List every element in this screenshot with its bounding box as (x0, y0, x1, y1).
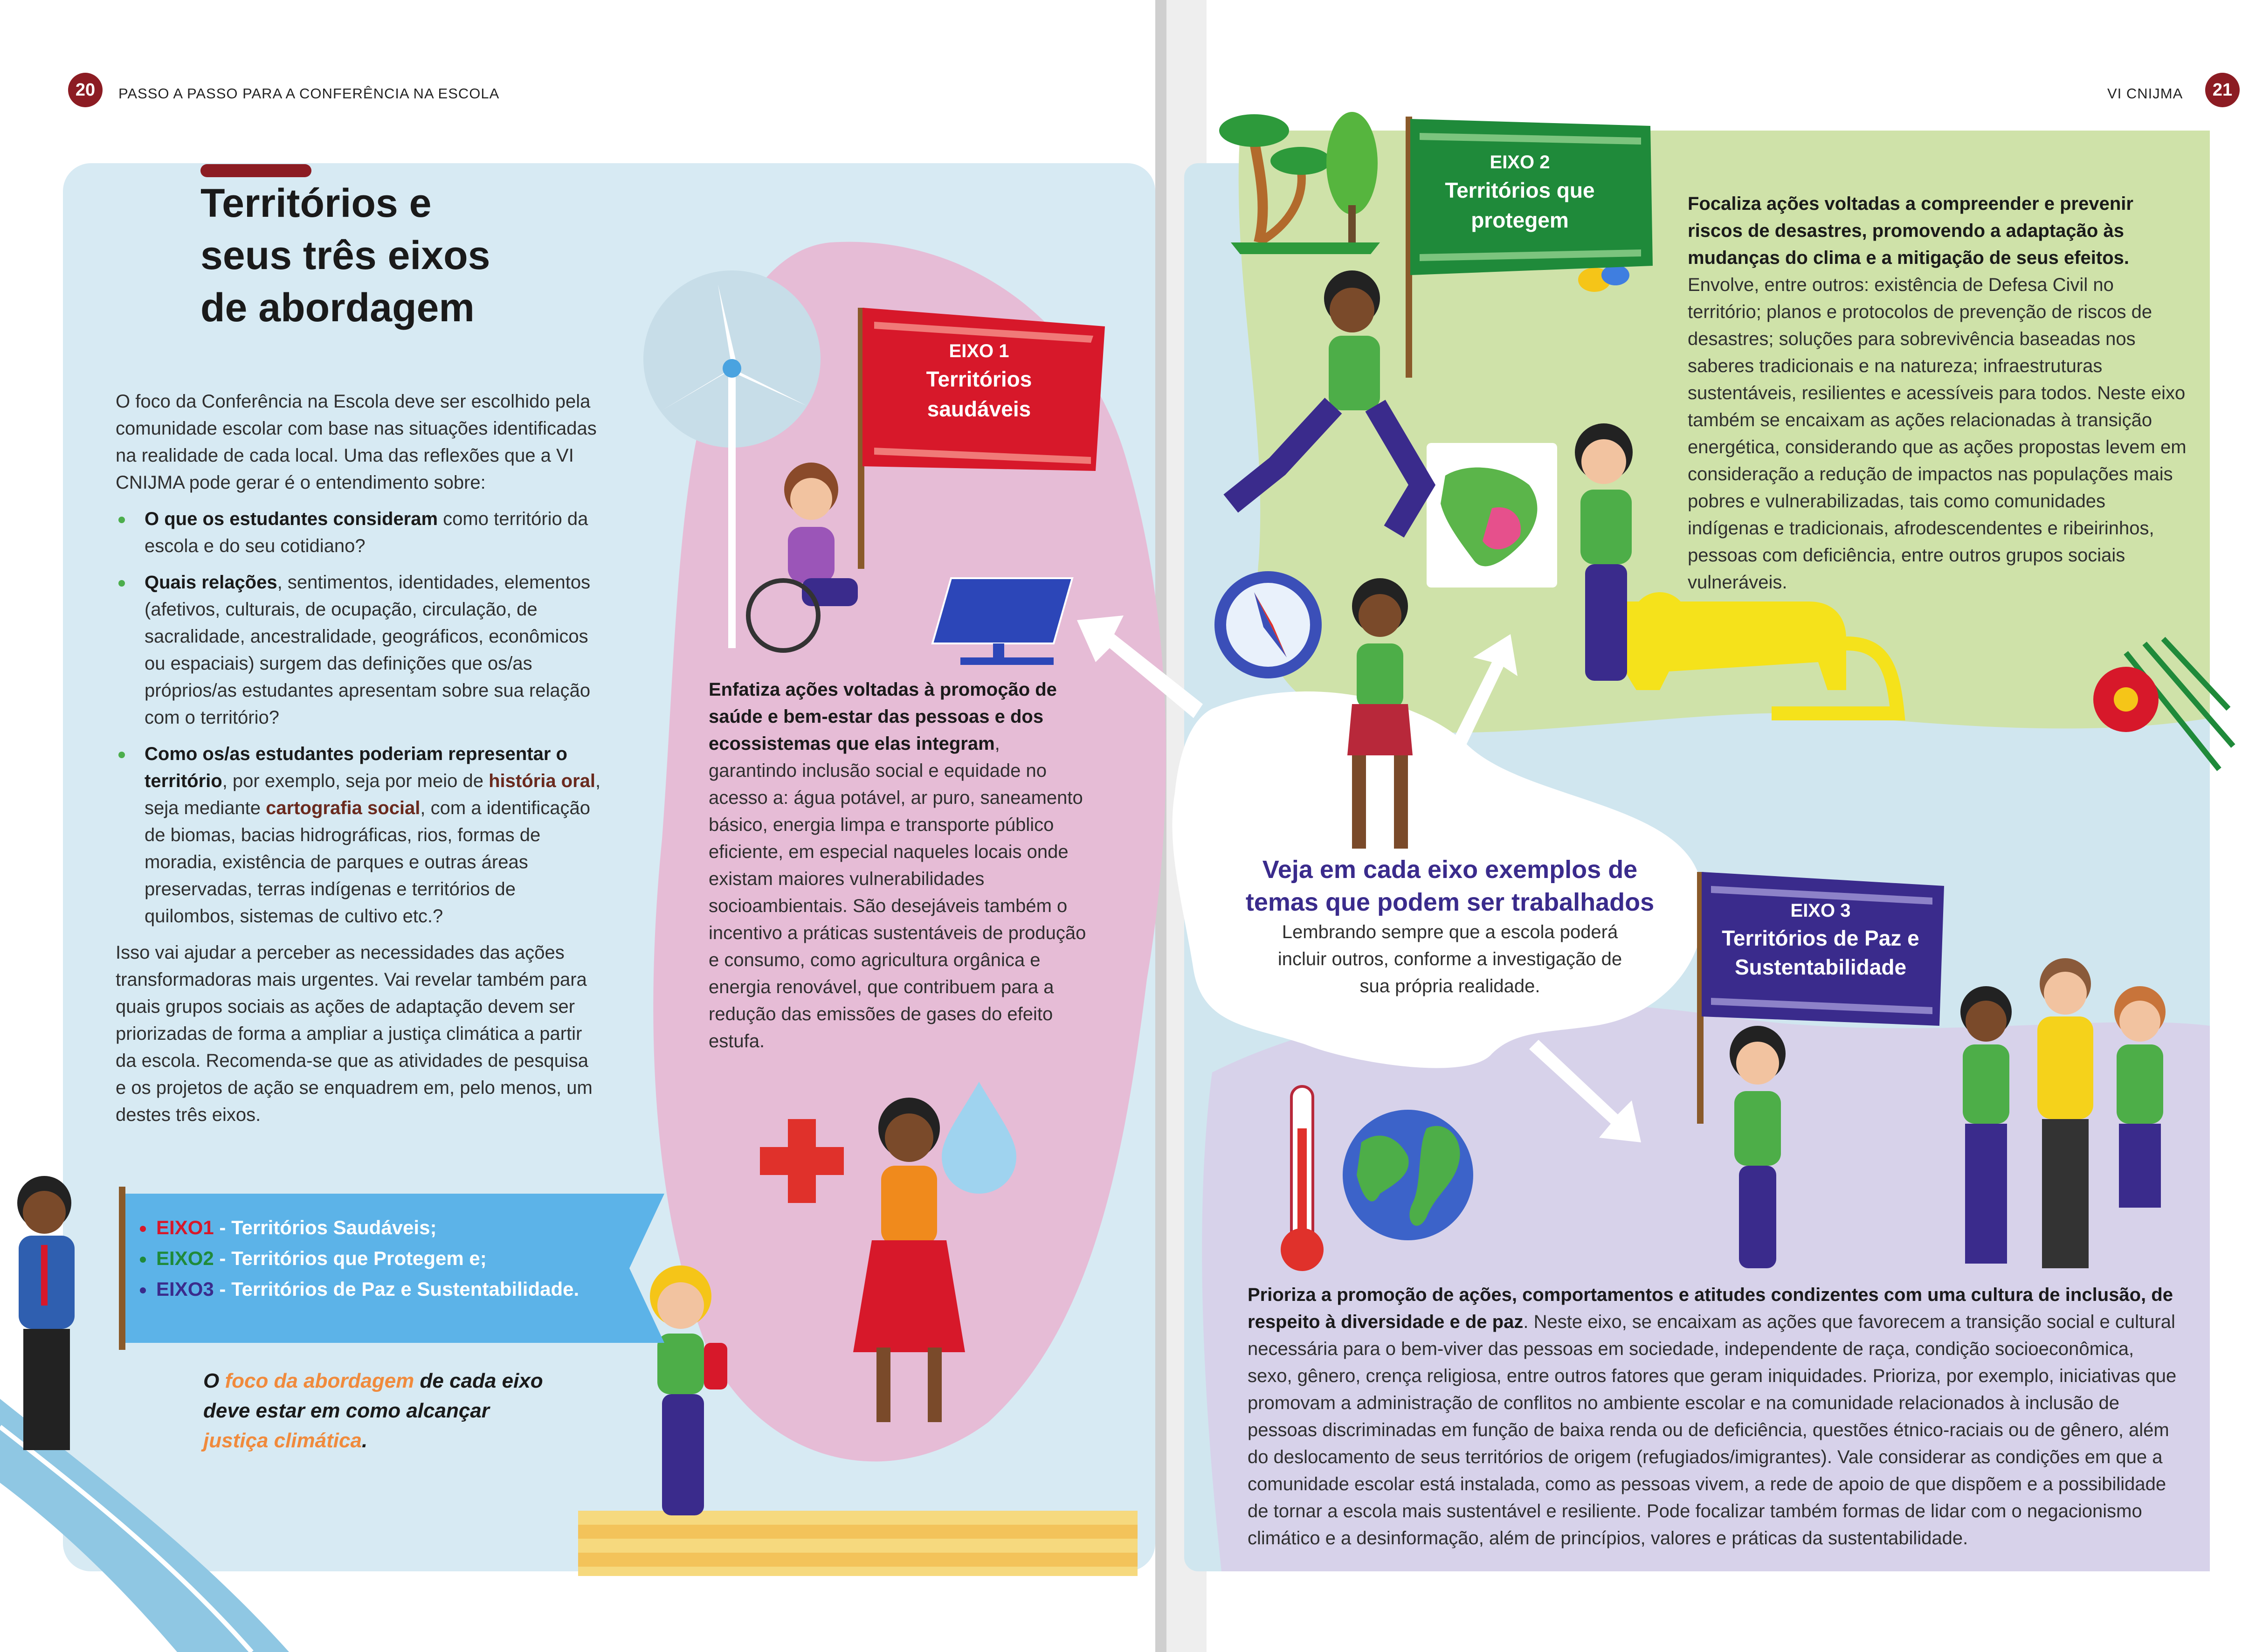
center-callout (1231, 853, 1669, 1000)
bullet-dot (140, 1226, 146, 1232)
axis2-text: Focaliza ações voltadas a compreender e prevenir riscos de desastres, promovendo a adaptação às mudanças do clima e a mitigação de seus efeitos. Envolve, entre outros: existência de Defesa Civil no território; planos e protocolos de prevenção de riscos de desastres; soluções para sobrevivência baseadas nos saberes tradicionais e na natureza; infraestruturas sustentáveis, resilientes e acessíveis para todos. Neste eixo também se encaixam as ações relacionadas à transição energética, considerando que as ações propostas levem em consideração a redução de impactos nas populações mais pobres e vulnerabilizadas, tais como comunidades indígenas e tradicionais, afrodescendentes e ribeirinhos, pessoas com deficiência, entre outros grupos sociais vulneráveis. (1688, 194, 2187, 593)
closing-paragraph: Isso vai ajudar a perceber as necessidades das ações transformadoras mais urgentes. Vai revelar também para quais grupos sociais as ações de adaptação devem ser priorizadas de forma a ampliar a justiça climática a partir da escola. Recomenda-se que as atividades de pesquisa e os projetos de ação se enquadrem em, pelo menos, um destes três eixos. (116, 942, 593, 1125)
axis-code-3: EIXO3 (156, 1278, 214, 1300)
axis-list-item-3: EIXO3 - Territórios de Paz e Sustentabilidade. (140, 1274, 653, 1305)
flag-axis2-label: EIXO 2 Territórios que protegem (1445, 152, 1595, 232)
globe-icon (1343, 1110, 1473, 1240)
flag-axis3-label: EIXO 3 Territórios de Paz e Sustentabilidade (1722, 900, 1919, 979)
title-line-2: seus três eixos (200, 233, 490, 278)
axis-list-item-1: EIXO1 - Territórios Saudáveis; (140, 1212, 653, 1243)
axis-code-2: EIXO2 (156, 1247, 214, 1269)
axis-list-item-2: EIXO2 - Territórios que Protegem e; (140, 1243, 653, 1274)
center-headline: Veja em cada eixo exemplos de temas que podem ser trabalhados (1245, 856, 1655, 916)
bullet-1: O que os estudantes consideram como território da escola e do seu cotidiano? (116, 505, 601, 560)
person-teacher-icon (17, 1176, 75, 1450)
page-number-right: 21 (2205, 73, 2240, 107)
title-line-1: Territórios e (200, 181, 432, 226)
bullet-dot (140, 1287, 146, 1293)
compass-icon (1214, 571, 1322, 678)
axis3-text: Prioriza a promoção de ações, comportamentos e atitudes condizentes com uma cultura de inclusão, de respeito à diversidade e de paz. Neste eixo, se encaixam as ações que favorecem a transição social e cultural necessária para o bem-viver das pessoas em sociedade, independente de raça, condição socioeconômica, sexo, gênero, crença religiosa, entre outros fatores que geram iniquidades. Prioriza, por exemplo, iniciativas que promovam a administração de conflitos no ambiente escolar e na comunidade relacionados à inclusão de pessoas discriminadas em função de baixa renda ou de deficiência, questões étnico-raciais ou de gênero, além do deslocamento de seus territórios de origem (refugiados/imigrantes). Vale considerar as condições em que a comunidade escolar está instalada, como as pessoas vivem, a rede de apoio de que dispõem e a possibilidade de tornar a escola mais sustentável e resiliente. Pode focalizar também formas de lidar com o negacionismo climático e a desinformação, além de princípios, valores e práticas da sustentabilidade. (1248, 1285, 2177, 1548)
brazil-map-icon (1427, 443, 1557, 588)
axis-list (140, 1212, 653, 1305)
bullet-3: Como os/as estudantes poderiam representar o território, por exemplo, seja por meio de história oral, seja mediante cartografia social, com a identificação de biomas, bacias hidrográficas, rios, formas de moradia, existência de parques e outras áreas preservadas, terras indígenas e territórios de quilombos, sistemas de cultivo etc.? (116, 740, 601, 930)
title-line-3: de abordagem (200, 285, 475, 330)
page-title (200, 177, 620, 334)
flag-axis1-label: EIXO 1 Territórios saudáveis (926, 341, 1032, 421)
center-subtext: Lembrando sempre que a escola poderá incluir outros, conforme a investigação de sua própria realidade. (1277, 922, 1622, 996)
axis-code-1: EIXO1 (156, 1217, 214, 1238)
bullet-dot (140, 1257, 146, 1263)
running-head-right: VI CNIJMA (2107, 85, 2183, 102)
running-head-left: PASSO A PASSO PARA A CONFERÊNCIA NA ESCOLA (118, 85, 500, 102)
left-body (116, 388, 601, 1128)
title-accent-bar (200, 164, 311, 177)
intro-paragraph: O foco da Conferência na Escola deve ser escolhido pela comunidade escolar com base nas situações identificadas na realidade de cada local. Uma das reflexões que a VI CNIJMA pode gerar é o entendimento sobre: (116, 391, 597, 493)
axis1-text: Enfatiza ações voltadas à promoção de saúde e bem-estar das pessoas e dos ecossistemas que elas integram, garantindo inclusão social e equidade no acesso a: água potável, ar puro, saneamento básico, energia limpa e transporte público eficiente, em especial naqueles locais onde existam maiores vulnerabilidades socioambientais. São desejáveis também o incentivo a práticas sustentáveis de produção e consumo, como agricultura orgânica e energia renovável, que contribuem para a redução das emissões de gases do efeito estufa. (709, 679, 1086, 1051)
bullet-2: Quais relações, sentimentos, identidades, elementos (afetivos, culturais, de ocupação, circulação, de sacralidade, ancestralidade, geográficos, econômicos ou espaciais) surgem das definições que os/as próprios/as estudantes apresentam sobre sua relação com o território? (116, 569, 601, 731)
page-number-left: 20 (68, 73, 103, 107)
closing-quote: O foco da abordagem de cada eixo deve estar em como alcançar justiça climática. (203, 1369, 543, 1452)
